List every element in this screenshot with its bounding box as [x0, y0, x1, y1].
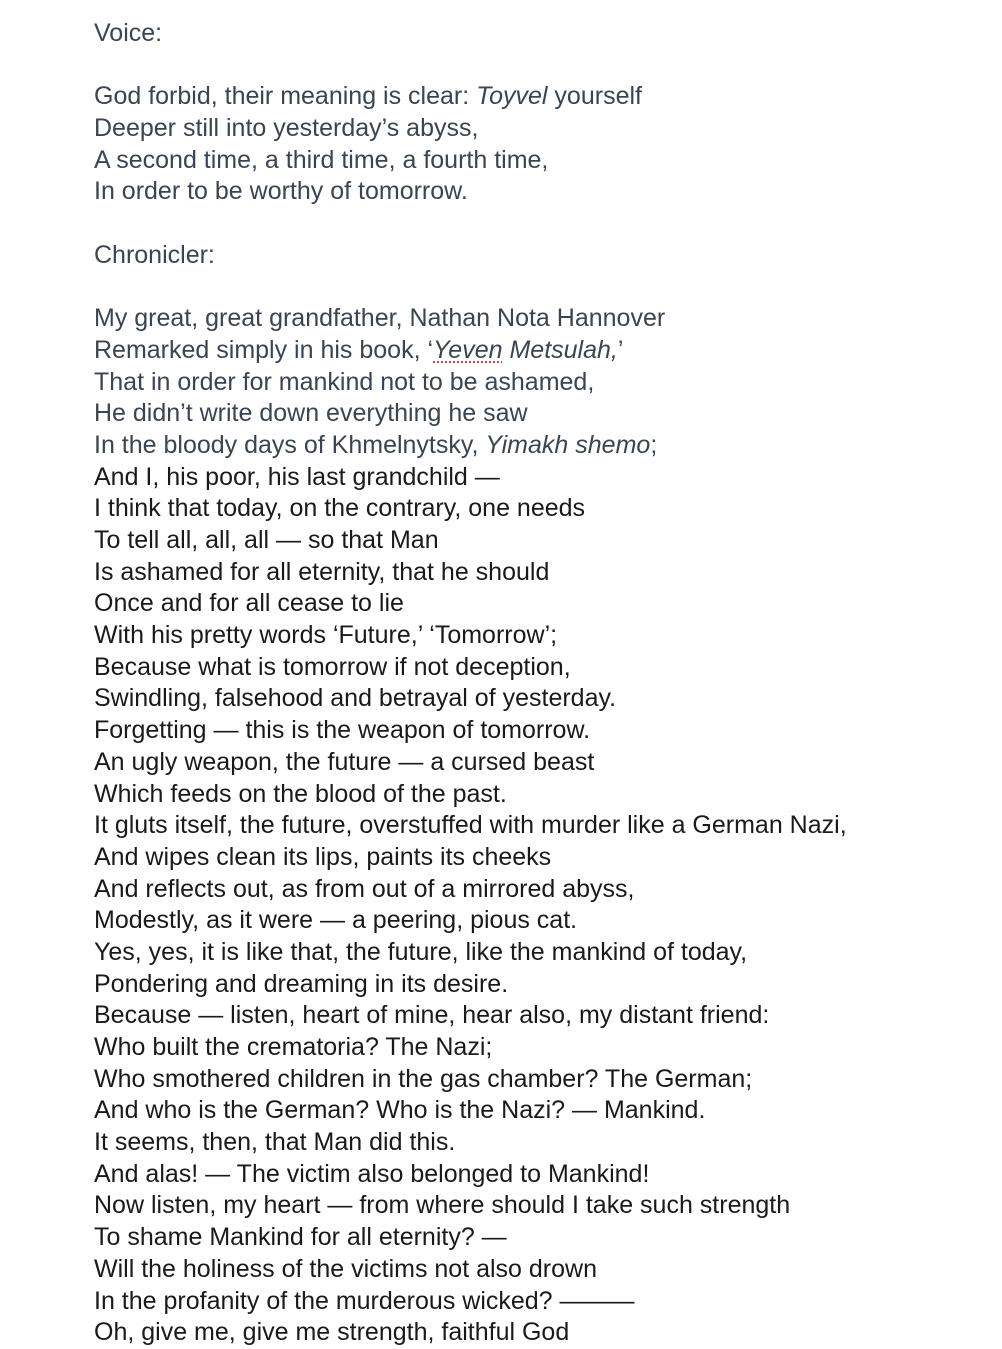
voice-line-4: In order to be worthy of tomorrow.: [94, 177, 468, 206]
poem-line: Is ashamed for all eternity, that he should: [94, 557, 550, 586]
poem-line: And I, his poor, his last grandchild —: [94, 462, 500, 491]
italic-phrase: Yimakh shemo: [485, 430, 651, 459]
chronicler-line-2: [94, 335, 962, 367]
text-run: God forbid, their meaning is clear:: [94, 82, 477, 111]
spellcheck-flagged-word[interactable]: Yeven: [433, 335, 503, 364]
blank-line: [94, 208, 962, 240]
poem-line: Now listen, my heart — from where should I take such strength: [94, 1191, 791, 1220]
poem-line: And reflects out, as from out of a mirrored abyss,: [94, 874, 635, 903]
speaker-chronicler: Chronicler:: [94, 240, 215, 269]
poem-line: To shame Mankind for all eternity? —: [94, 1223, 507, 1252]
poem-line: Which feeds on the blood of the past.: [94, 779, 507, 808]
voice-line-3: A second time, a third time, a fourth time,: [94, 145, 549, 174]
text-run: Remarked simply in his book, ‘: [94, 335, 434, 364]
poem-line: To tell all, all, all — so that Man: [94, 526, 439, 554]
poem-line: And alas! — The victim also belonged to Mankind!: [94, 1159, 650, 1188]
poem-line: Modestly, as it were — a peering, pious cat.: [94, 906, 578, 935]
poem-line: And wipes clean its lips, paints its cheeks: [94, 842, 552, 871]
poem-line: Swindling, falsehood and betrayal of yesterday.: [94, 684, 617, 713]
poem-line: It seems, then, that Man did this.: [94, 1128, 456, 1157]
poem-line: With his pretty words ‘Future,’ ‘Tomorrow’;: [94, 621, 558, 650]
voice-line-1: [94, 81, 962, 113]
poem-line: Because — listen, heart of mine, hear also, my distant friend:: [94, 1001, 770, 1030]
poem-line: An ugly weapon, the future — a cursed beast: [94, 747, 595, 776]
blank-line: [94, 272, 962, 304]
poem-line: Forgetting — this is the weapon of tomorrow.: [94, 716, 591, 745]
poem-line-cut-off: Oh, give me, give me strength, faithful God: [94, 1318, 570, 1347]
chronicler-line-1: My great, great grandfather, Nathan Nota Hannover: [94, 304, 666, 333]
chronicler-line-3: That in order for mankind not to be ashamed,: [94, 367, 595, 396]
poem-line: I think that today, on the contrary, one needs: [94, 494, 586, 523]
poem-line: Because what is tomorrow if not deception,: [94, 652, 571, 681]
voice-line-2: Deeper still into yesterday’s abyss,: [94, 114, 479, 143]
text-run: In the bloody days of Khmelnytsky,: [94, 430, 486, 459]
poem-line: Who built the crematoria? The Nazi;: [94, 1033, 493, 1061]
poem-line: Yes, yes, it is like that, the future, like the mankind of today,: [94, 937, 748, 966]
italic-title: Metsulah,: [502, 335, 618, 364]
document-body: [94, 18, 962, 1347]
poem-line: In the profanity of the murderous wicked? ———: [94, 1286, 635, 1315]
poem-line: Once and for all cease to lie: [94, 589, 404, 618]
blank-line: [94, 50, 962, 82]
poem-line: Pondering and dreaming in its desire.: [94, 969, 509, 998]
speaker-voice: Voice:: [94, 19, 163, 47]
poem-line: Will the holiness of the victims not also drown: [94, 1254, 597, 1283]
poem-line: It gluts itself, the future, overstuffed with murder like a German Nazi,: [94, 811, 847, 840]
poem-line: And who is the German? Who is the Nazi? — Mankind.: [94, 1096, 706, 1125]
chronicler-line-4: He didn’t write down everything he saw: [94, 399, 528, 428]
chronicler-line-5: [94, 430, 962, 462]
poem-line: Who smothered children in the gas chamber? The German;: [94, 1064, 753, 1093]
text-run: ’: [617, 335, 624, 364]
italic-word: Toyvel: [476, 82, 548, 111]
text-run: yourself: [547, 82, 642, 111]
text-run: ;: [650, 430, 658, 459]
